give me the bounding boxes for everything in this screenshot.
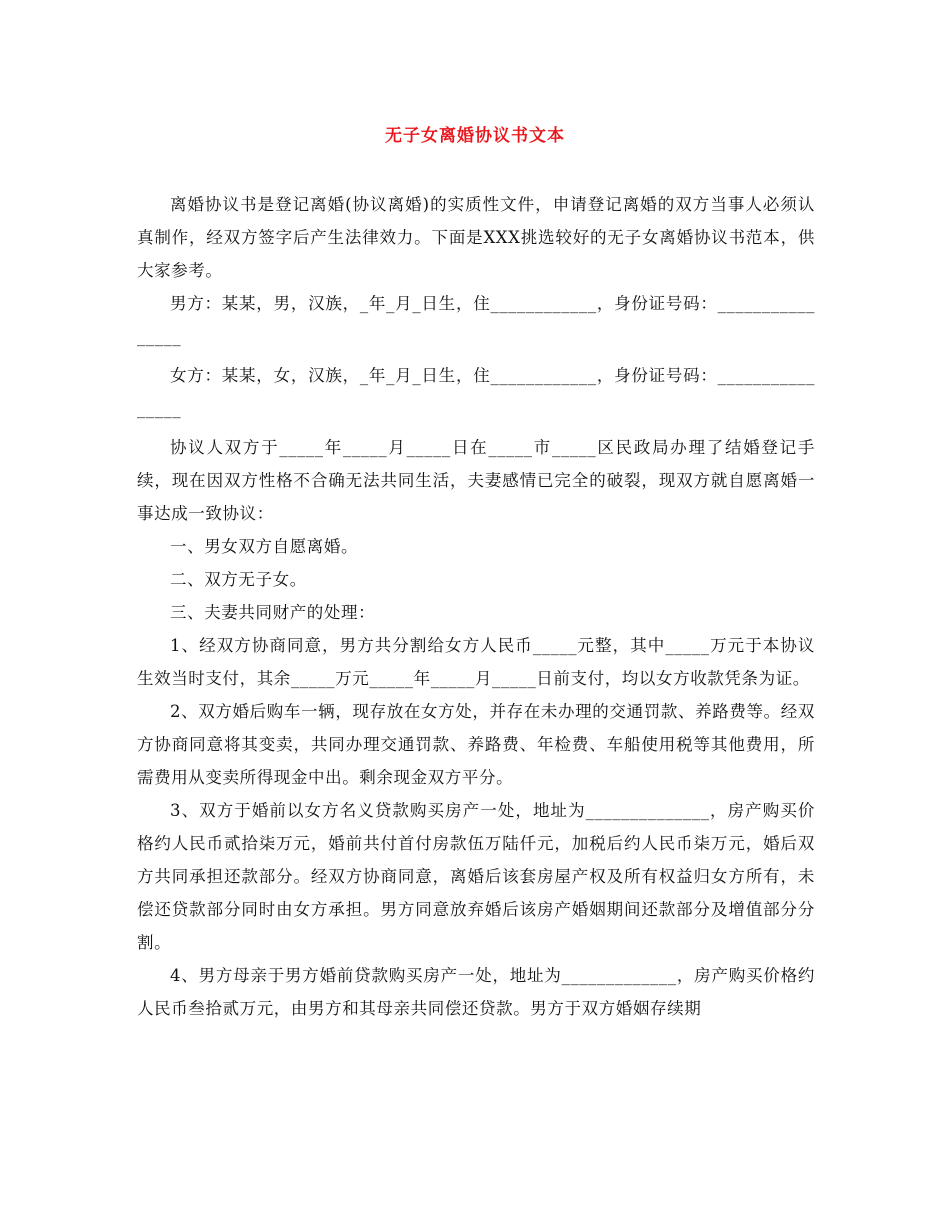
- document-body: [137, 188, 815, 1025]
- property-item-2-paragraph: 2、双方婚后购车一辆，现存放在女方处，并存在未办理的交通罚款、养路费等。经双方协商同意将其变卖，共同办理交通罚款、养路费、年检费、车船使用税等其他费用，所需费用从变卖所得现金中出。剩余现金双方平分。: [137, 702, 815, 787]
- document-title: 无子女离婚协议书文本: [385, 126, 565, 146]
- property-item-3-paragraph: 3、双方于婚前以女方名义贷款购买房产一处，地址为______________，房产购买价格约人民币贰拾柒万元，婚前共付首付房款伍万陆仟元，加税后约人民币柒万元，婚后双方共同承担还款部分。经双方协商同意，离婚后该套房屋产权及所有权益归女方所有，未偿还贷款部分同时由女方承担。男方同意放弃婚后该房产婚姻期间还款部分及增值部分分割。: [137, 801, 815, 952]
- intro-paragraph: 离婚协议书是登记离婚(协议离婚)的实质性文件，申请登记离婚的双方当事人必须认真制作，经双方签字后产生法律效力。下面是XXX挑选较好的无子女离婚协议书范本，供大家参考。: [137, 195, 815, 280]
- property-item-4-paragraph: 4、男方母亲于男方婚前贷款购买房产一处，地址为_____________，房产购买价格约人民币叁拾贰万元，由男方和其母亲共同偿还贷款。男方于双方婚姻存续期: [137, 966, 815, 1018]
- clause-1-paragraph: 一、男女双方自愿离婚。: [170, 537, 359, 556]
- agreement-intro-paragraph: 协议人双方于_____年_____月_____日在_____市_____区民政局办理了结婚登记手续，现在因双方性格不合确无法共同生活，夫妻感情已完全的破裂，现双方就自愿离婚一事达成一致协议：: [137, 438, 815, 523]
- male-party-paragraph: 男方：某某，男，汉族，_年_月_日生，住____________，身份证号码：________________: [137, 294, 815, 346]
- property-item-1-paragraph: 1、经双方协商同意，男方共分割给女方人民币_____元整，其中_____万元于本协议生效当时支付，其余_____万元_____年_____月_____日前支付，均以女方收款凭条为证。: [137, 636, 815, 688]
- clause-2-paragraph: 二、双方无子女。: [170, 570, 307, 589]
- female-party-paragraph: 女方：某某，女，汉族，_年_月_日生，住____________，身份证号码：________________: [137, 366, 815, 418]
- clause-3-paragraph: 三、夫妻共同财产的处理：: [170, 603, 376, 622]
